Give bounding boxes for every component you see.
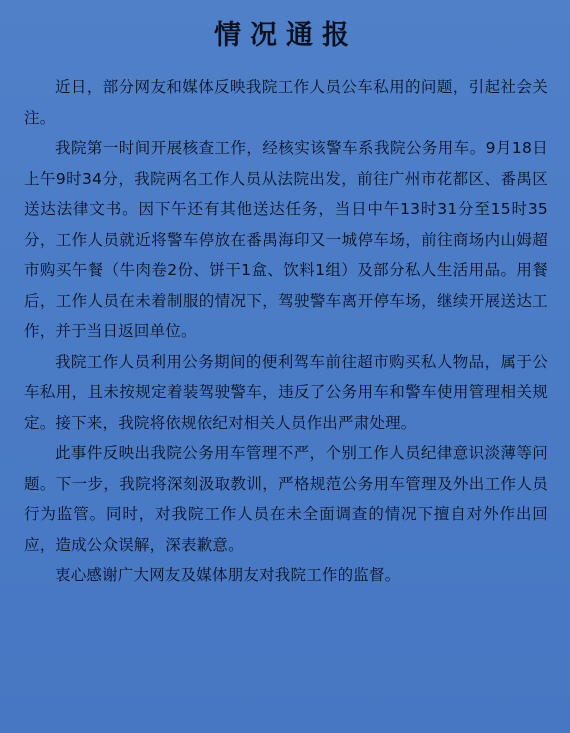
notice-title: 情况通报 xyxy=(214,20,358,51)
paragraph-investigation: 我院第一时间开展核查工作，经核实该警车系我院公务用车。9月18日上午9时34分，我院两名工作人员从法院出发，前往广州市花都区、番禺区送达法律文书。因下午还有其他送达任务，当日中午13时31分至15时35分，工作人员就近将警车停放在番禺海印又一城停车场，前往商场内山姆超市购买午餐（牛肉卷2份、饼干1盒、饮料1组）及部分私人生活用品。用餐后，工作人员在未着制服的情况下，驾驶警车离开停车场，继续开展送达工作，并于当日返回单位。 xyxy=(24,139,548,340)
paragraph-violation: 我院工作人员利用公务期间的便利驾车前往超市购买私人物品，属于公车私用，且未按规定着装驾驶警车，违反了公务用车和警车使用管理相关规定。接下来，我院将依规依纪对相关人员作出严肃处理。 xyxy=(24,352,548,432)
paragraph-thanks: 衷心感谢广大网友及媒体朋友对我院工作的监督。 xyxy=(55,566,401,584)
paragraph-apology: 此事件反映出我院公务用车管理不严，个别工作人员纪律意识淡薄等问题。下一步，我院将深刻汲取教训，严格规范公务用车管理及外出工作人员行为监管。同时，对我院工作人员在未全面调查的情况下擅自对外作出回应，造成公众误解，深表歉意。 xyxy=(24,444,548,554)
paragraph-intro: 近日，部分网友和媒体反映我院工作人员公车私用的问题，引起社会关注。 xyxy=(24,78,548,127)
